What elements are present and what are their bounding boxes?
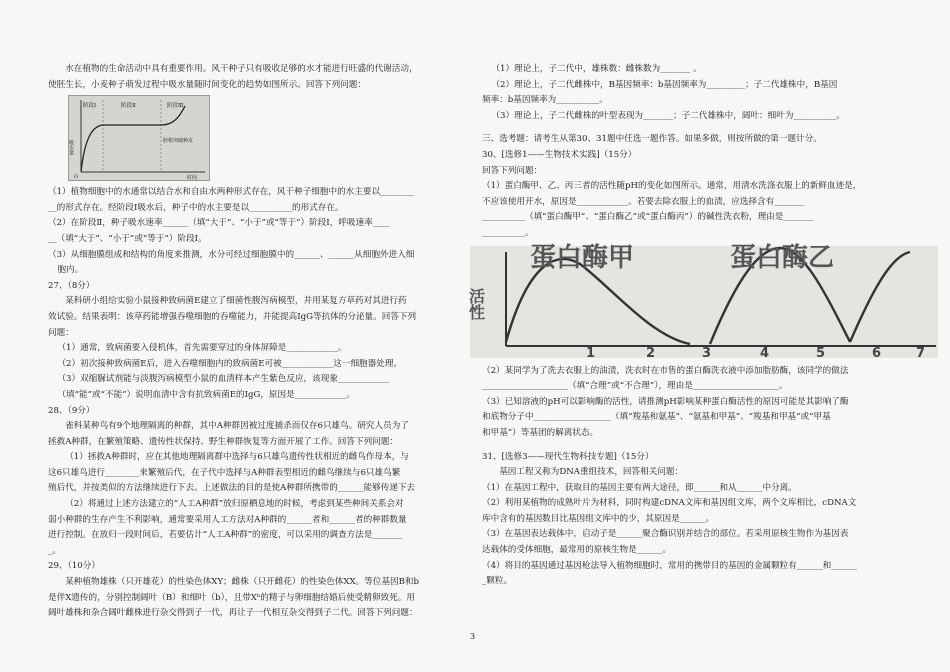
stage3-label: 阶段Ⅲ: [167, 103, 184, 110]
enzyme-ph-chart: [466, 242, 938, 361]
q28-sub2: 进行控制。在放归一段时间后，若要估计“人工A种群”的密度，可以采用的调查方法是_______: [48, 530, 403, 541]
q27-sub: （2）初次接种致病菌E后，进入吞噬细胞内的致病菌E可被____________这一细胞器处理。: [57, 358, 403, 369]
q28-sub2: _。: [48, 545, 61, 556]
stage1-label: 阶段Ⅰ: [83, 103, 97, 110]
ph-tick: 1: [586, 345, 596, 361]
water-uptake-chart: [69, 96, 209, 180]
q30-sub1: （1）蛋白酶甲、乙、丙三者的活性随pH的变化如图所示。通常，用清水洗涤衣服上的新鲜血迹是，: [482, 181, 862, 192]
radicle-note: 胚根突破种皮: [163, 138, 194, 145]
q29-cont-line: （1）理论上，子二代中，雄株数：雌株数为_______ 。: [491, 64, 702, 74]
q30-sub1: 不应该使用开水，原因是____________。若要去除衣服上的血渍，应选择含有_______: [482, 196, 805, 207]
y-axis-label: 吸水量: [68, 140, 74, 156]
q26-line: （1）植物细胞中的水通常以结合水和自由水两种形式存在，风干种子细胞中的水主要以________: [48, 187, 415, 198]
right-column: [466, 62, 926, 590]
enzyme-b-label: 蛋白酶乙: [730, 242, 835, 273]
ph-tick: 6: [872, 345, 882, 361]
enzyme-a-label: 蛋白酶甲: [530, 242, 635, 273]
ph-tick: 3: [702, 345, 712, 361]
q30-heading: 30、[选修1——生物技术实践]（15分）: [482, 149, 637, 160]
q31-line: 库中含有的基因数目比基因组文库中的少，其原因是______。: [482, 513, 715, 524]
q30-sub2: （2）某同学为了洗去衣服上的油渍，洗衣时在市售的蛋白酶洗衣液中添加脂肪酶，该同学的做法: [482, 365, 849, 376]
q28-line: 雀科某种鸟有9个地理隔离的种群，其中A种群因被过度捕杀而仅存6只雄鸟。研究人员为了: [65, 421, 409, 432]
q26-line: 胞内。: [57, 265, 84, 276]
intro-line: 使胚生长，小麦种子萌发过程中吸水量随时间变化的趋势如图所示。回答下列问题：: [48, 79, 366, 90]
ph-tick: 2: [646, 345, 656, 361]
q29-line: 阔叶雄株和杂合阔叶雌株进行杂交得到子一代，再让子一代相互杂交得到子二代。回答下列问题：: [48, 608, 418, 619]
q29-cont-line: （2）理论上，子二代雌株中，B基因频率：b基因频率为_________；子二代雄株中，B基因: [491, 79, 838, 90]
ph-tick: 7: [916, 345, 926, 361]
q26-line: __的形式存在。经阶段Ⅰ吸水后，种子中的水主要是以__________的形式存在。: [48, 202, 344, 213]
q31-heading: 31、[选修3——现代生物科技专题]（15分）: [482, 451, 654, 462]
q27-heading: 27、（8分）: [48, 280, 95, 291]
left-column: [48, 62, 466, 622]
q30-sub2: ____________________（填“合理”或“不合理”），理由是____________________。: [482, 381, 788, 392]
intro-line: 水在植物的生命活动中具有重要作用。风干种子只有吸收足够的水才能进行旺盛的代谢活动，: [65, 64, 418, 74]
q29-cont-line: 频率：b基因频率为__________。: [482, 95, 608, 106]
q27-line: 某科研小组给实验小鼠接种致病菌E建立了细菌性腹泻病模型，并用某复方草药对其进行药: [65, 296, 407, 307]
q30-sub3: 和甲基”）等基团的解离状态。: [482, 427, 599, 438]
q27-sub: （3）双缩脲试剂能与淡腹泻病模型小鼠的血清样本产生紫色反应，该现象____________: [57, 374, 390, 385]
ph-tick: 4: [760, 345, 770, 361]
q26-line: __（填“大于”、“小于”或“等于”）阶段Ⅰ。: [48, 233, 207, 244]
q27-sub: （1）通常，致病菌要入侵机体，首先需要穿过的身体屏障是____________。: [57, 343, 347, 354]
elective-note: 三、选考题：请考生从第30、31题中任选一题作答。如果多做，则按所做的第一题计分。: [482, 134, 822, 145]
q28-heading: 28、（9分）: [48, 405, 95, 416]
q29-line: 是伴X遗传的，分别控制阔叶（B）和细叶（b），且带Xᵇ的精子与卵细胞结婚后使受精卵致死。用: [48, 592, 415, 603]
q30-sub3: 和底物分子中__________________（填“羧基和氨基”、“氨基和甲基”、“羧基和甲基”或“甲基: [482, 412, 831, 423]
q31-line: 基因工程又称为DNA重组技术，回答相关问题：: [499, 467, 684, 478]
ph-tick: 5: [816, 345, 826, 361]
q31-line: （3）在基因表达载体中，启动子是______聚合酶识别并结合的部位。若采用原核生物作为基因表: [482, 529, 849, 540]
q28-sub1: （1）拯救A种群时，应在其他地理隔离群中选择与6只雄鸟遗传性状相近的雌鸟作母本，与: [65, 452, 409, 463]
q30-sub1: __________（填“蛋白酶甲”、“蛋白酶乙”或“蛋白酶丙”）的碱性洗衣粉，理由是_______: [482, 212, 814, 223]
stage2-label: 阶段Ⅱ: [121, 103, 136, 110]
q31-line: （4）将目的基因通过基因枪法导入植物细胞时，常用的携带目的基因的金属颗粒有______和______: [482, 560, 858, 571]
q28-sub2: （2）将通过上述方法建立的“人工A种群”放归原栖息地的时候，考虑到某些种间关系会对: [65, 499, 404, 510]
q28-line: 拯救A种群，在繁殖策略、遗传性状保持、野生种群恢复等方面开展了工作。回答下列问题：: [48, 436, 398, 447]
q29-heading: 29、（10分）: [48, 561, 100, 572]
q26-line: （3）从细胞膜组成和结构的角度来推测，水分可经过细胞膜中的______、______从细胞外进入细: [48, 249, 415, 260]
q31-line: （2）利用某植物的成熟叶片为材料，同时构建cDNA文库和基因组文库，两个文库相比，cDNA文: [482, 498, 857, 509]
q31-line: （1）在基因工程中，获取目的基因主要有两大途径，即______和从______中分离。: [482, 482, 797, 493]
q30-sub3: （3）已知溶液的pH可以影响酶的活性，请推测pH影响某种蛋白酶活性的原因可能是其影响了酶: [482, 396, 849, 407]
q27-line: 问题：: [48, 327, 74, 338]
q27-line: 效试验。结果表明：该草药能增强吞噬细胞的吞噬能力，并能提高IgG等抗体的分泌量。回答下列: [48, 311, 417, 322]
q29-line: 某种植物雄株（只开雄花）的性染色体XY；雌株（只开雌花）的性染色体XX。等位基因B和b: [65, 577, 420, 588]
origin-label: O: [74, 174, 79, 181]
q28-sub2: 弱小种群的生存产生不利影响，通常要采用人工方法对A种群的______者和______者的种群数量: [48, 514, 407, 525]
y-axis-label: 活性: [466, 287, 486, 320]
q30-sub1: __________。: [482, 227, 534, 238]
q31-line: _颗粒。: [482, 576, 513, 587]
q30-intro: 回答下列问题：: [482, 165, 543, 176]
water-uptake-figure: [68, 95, 210, 181]
q27-sub: （填“能”或“不能”）说明血清中含有抗致病菌E的IgG，原因是____________。: [57, 389, 355, 400]
q29-cont-line: （3）理论上，子二代雌株的叶型表现为_______；子二代雄株中，阔叶：细叶为__________。: [491, 110, 845, 121]
q28-sub1: 殖后代，并按类似的方法继续进行下去。上述做法的目的是使A种群所携带的______能够传递下去: [48, 483, 416, 494]
q31-line: 达载体的受体细胞，最常用的原核生物是______。: [482, 545, 672, 556]
q26-line: （2）在阶段Ⅱ，种子吸水速率______（填“大于”、“小于”或“等于”）阶段Ⅰ，呼吸速率____: [48, 218, 390, 229]
q28-sub1: 这6只雄鸟进行________来繁殖后代，在子代中选择与A种群表型相近的雌鸟继续与6只雄鸟繁: [48, 467, 401, 478]
enzyme-ph-figure: [466, 242, 938, 361]
x-axis-label: 时间: [187, 175, 198, 182]
page-number: 3: [470, 632, 476, 641]
